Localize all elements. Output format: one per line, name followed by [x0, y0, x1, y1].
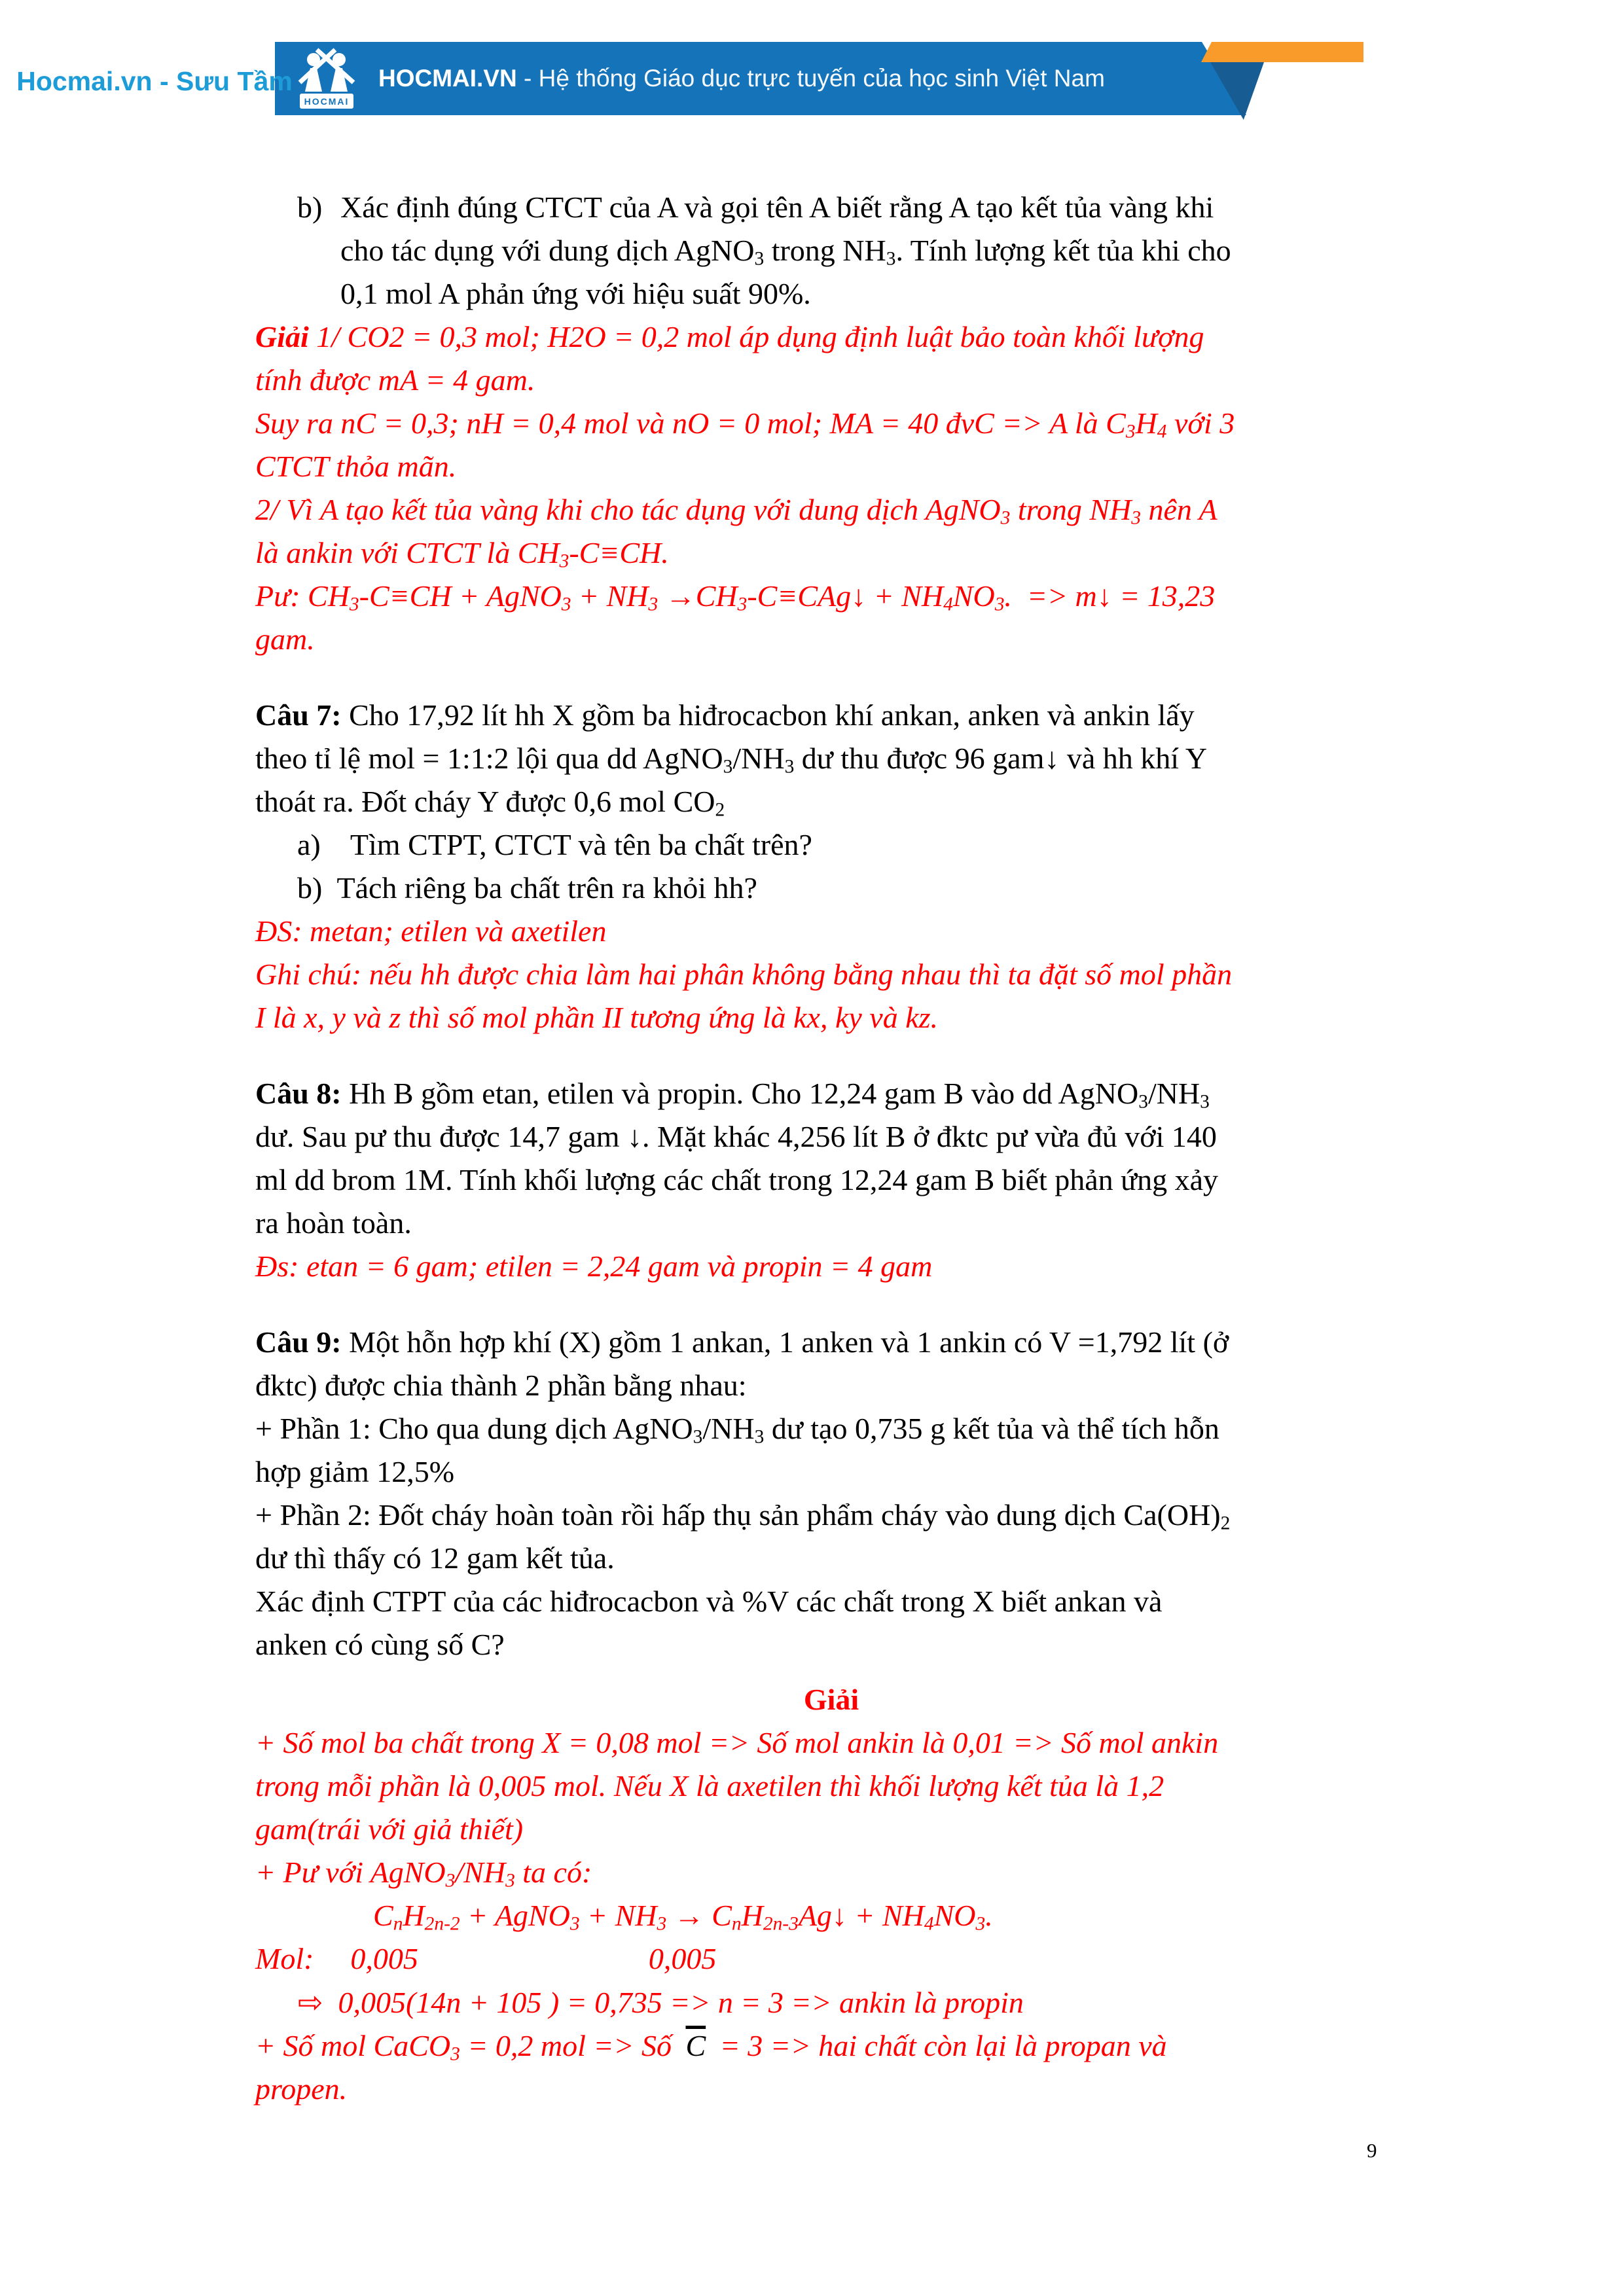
text-run: ĐS: metan; etilen và axetilen [255, 914, 607, 948]
text-run: 2 [1220, 1513, 1231, 1534]
question-9-part2 [255, 1494, 1407, 1580]
text-run: -C≡CAg↓ + NH [747, 579, 944, 613]
text-run: + Số mol CaCO [255, 2029, 451, 2062]
text-run: 0,005(14n + 105 ) = 0,735 => n = 3 => ankin là propin [323, 1986, 1024, 2019]
solution-9-mol-line [255, 1937, 1407, 1981]
hocmai-logo-icon [296, 46, 357, 111]
text-run: dư thu được 96 gam↓ và hh khí Y thoát ra. Đốt cháy Y được 0,6 mol CO [255, 742, 1208, 818]
text-run: Ghi chú: nếu hh được chia làm hai phân không bằng nhau thì ta đặt số mol phần I là x, y và z thì số mol phần II tương ứng là kx, ky và kz. [255, 958, 1233, 1034]
text-run: Câu 9: [255, 1325, 342, 1359]
text-run: 3 [723, 756, 733, 778]
text-run: với 3 CTCT thỏa mãn. [255, 406, 1235, 483]
text-run: → C [666, 1899, 732, 1932]
text-run: 3 [1131, 507, 1141, 529]
logo-label: HOCMAI [304, 96, 350, 107]
text-run: 4 [924, 1913, 934, 1935]
text-run: 3 [1000, 507, 1011, 529]
avg-carbon-symbol: $\overline{C}$ [685, 2029, 706, 2062]
text-run: 3 [975, 1913, 986, 1935]
text-run: = 0,2 mol => Số [460, 2029, 679, 2062]
text-run: /NH [702, 1412, 755, 1445]
text-run: + Pư với AgNO [255, 1856, 446, 1889]
text-run: H [403, 1899, 425, 1932]
text-run: a) Tìm CTPT, CTCT và tên ba chất trên? [297, 828, 812, 861]
text-run: 3 [657, 1913, 667, 1935]
text-run: . => m↓ = 13,23 gam. [255, 579, 1216, 656]
text-run: . Tính lượng kết tủa khi cho 0,1 mol A phản ứng với hiệu suất 90%. [340, 234, 1231, 310]
question-9 [255, 1321, 1407, 1407]
text-run: Ag↓ + NH [798, 1899, 924, 1932]
text-run: Cho 17,92 lít hh X gồm ba hiđrocacbon khí ankan, anken và ankin lấy theo tỉ lệ mol = 1:1:2 lội qua dd AgNO [255, 698, 1195, 775]
text-run: nên A là ankin với CTCT là CH [255, 493, 1218, 569]
solution-9-equation [255, 1894, 1407, 1937]
question-7a [255, 823, 1407, 867]
question-7 [255, 694, 1407, 823]
text-run: 3 [1125, 421, 1136, 442]
logo-figures-icon [296, 46, 357, 111]
text-run: . [985, 1899, 993, 1932]
text-run: 3 [754, 1426, 765, 1448]
question-7b [255, 867, 1407, 910]
answer-7 [255, 910, 1407, 953]
text-run: 2n-2 [424, 1913, 460, 1935]
text-run: -C≡CH. [569, 536, 669, 569]
text-run: 3 [693, 1426, 703, 1448]
text-run: 3 [561, 594, 571, 615]
text-run: b) Tách riêng ba chất trên ra khỏi hh? [297, 871, 757, 905]
question-9-part1 [255, 1407, 1407, 1494]
text-run: Một hỗn hợp khí (X) gồm 1 ankan, 1 anken và 1 ankin có V =1,792 lít (ở đktc) được chia thành 2 phần bằng nhau: [255, 1325, 1229, 1402]
solution-6b-part1 [255, 315, 1407, 402]
text-run: 3 [886, 248, 896, 270]
text-run: + Số mol ba chất trong X = 0,08 mol => Số mol ankin là 0,01 => Số mol ankin trong mỗi phần là 0,005 mol. Nếu X là axetilen thì khối lượng kết tủa là 1,2 gam(trái với giả thiết) [255, 1726, 1219, 1846]
text-run: Giải [255, 320, 309, 353]
text-run: + Phần 1: Cho qua dung dịch AgNO [255, 1412, 693, 1445]
question-6b [255, 186, 1407, 315]
text-run: 3 [505, 1870, 515, 1892]
text-run: 3 [445, 1870, 456, 1892]
text-run: Suy ra nC = 0,3; nH = 0,4 mol và nO = 0 mol; MA = 40 đvC => A là C [255, 406, 1126, 440]
text-run: 0,005 [350, 1942, 418, 1975]
brand-tagline: - Hệ thống Giáo dục trực tuyến của học sinh Việt Nam [516, 65, 1105, 92]
text-run: 3 [569, 1913, 580, 1935]
text-run: 3 [754, 248, 765, 270]
text-run: 2 [715, 799, 725, 821]
text-run: Đs: etan = 6 gam; etilen = 2,24 gam và propin = 4 gam [255, 1249, 933, 1283]
header-accent-bar [1201, 42, 1363, 62]
text-run: 3 [559, 550, 569, 572]
text-run: 2/ Vì A tạo kết tủa vàng khi cho tác dụng với dung dịch AgNO [255, 493, 1001, 526]
text-run: + NH [579, 1899, 657, 1932]
text-run: 3 [737, 594, 748, 615]
text-run: Xác định đúng CTCT của A và gọi tên A biết rằng A tạo kết tủa vàng khi cho tác dụng với dung dịch AgNO [340, 190, 1214, 267]
text-run: 3 [648, 594, 659, 615]
solution-9-step4 [255, 2024, 1407, 2111]
text-run: Pư: CH [255, 579, 350, 613]
text-run: Câu 8: [255, 1077, 342, 1110]
solution-9-heading [255, 1678, 1407, 1721]
text-run: Xác định CTPT của các hiđrocacbon và %V các chất trong X biết ankan và anken có cùng số C? [255, 1585, 1163, 1661]
text-run: + NH [571, 579, 649, 613]
text-run: dư thì thấy có 12 gam kết tủa. [255, 1541, 615, 1575]
answer-8 [255, 1245, 1407, 1288]
text-run: trong NH [764, 234, 886, 267]
solution-6b-part1b [255, 402, 1407, 488]
text-run: Câu 7: [255, 698, 342, 732]
text-run: + AgNO [460, 1899, 570, 1932]
solution-9-step1 [255, 1721, 1407, 1851]
text-run: Hh B gồm etan, etilen và propin. Cho 12,24 gam B vào dd AgNO [341, 1077, 1139, 1110]
text-run: -C≡CH + AgNO [359, 579, 562, 613]
text-run: 3 [450, 2043, 460, 2065]
text-run: 3 [994, 594, 1005, 615]
text-run: H [741, 1899, 763, 1932]
solution-9-step2 [255, 1851, 1407, 1894]
watermark [16, 56, 293, 106]
text-run: /NH [732, 742, 785, 775]
list-marker: b) [297, 190, 323, 224]
text-run: trong NH [1010, 493, 1132, 526]
text-run: /NH [455, 1856, 506, 1889]
text-run: 3 [1200, 1091, 1210, 1113]
solution-9-step3 [255, 1981, 1407, 2024]
text-run: 2n-3 [763, 1913, 799, 1935]
text-run: /NH [1147, 1077, 1200, 1110]
text-run: 3 [349, 594, 359, 615]
text-run: 0,005 [648, 1942, 717, 1975]
document-body [255, 186, 1407, 2111]
text-run: Mol: [255, 1942, 314, 1975]
text-run: 1/ CO2 = 0,3 mol; H2O = 0,2 mol áp dụng định luật bảo toàn khối lượng tính được mA = 4 gam. [255, 320, 1204, 397]
solution-6b-part2 [255, 488, 1407, 575]
text-run: n [731, 1913, 742, 1935]
solution-6b-equation [255, 575, 1407, 661]
text-run: 3 [1138, 1091, 1148, 1113]
text-run: = 3 => hai chất còn lại là propan và propen. [255, 2029, 1167, 2106]
note-7 [255, 953, 1407, 1039]
text-run: 3 [784, 756, 795, 778]
text-run: 4 [1157, 421, 1167, 442]
text-run: dư tạo 0,735 g kết tủa và thể tích hỗn hợp giảm 12,5% [255, 1412, 1219, 1488]
brand-name: HOCMAI.VN [378, 65, 517, 92]
question-9-task [255, 1580, 1407, 1666]
text-run: 4 [943, 594, 953, 615]
text-run: →CH [658, 579, 738, 613]
text-run: Giải [803, 1683, 859, 1716]
watermark-text: Hocmai.vn - Sưu Tầm [16, 65, 293, 96]
question-8 [255, 1072, 1407, 1245]
banner-title [378, 42, 1105, 115]
text-run: + Phần 2: Đốt cháy hoàn toàn rồi hấp thụ sản phẩm cháy vào dung dịch Ca(OH) [255, 1498, 1221, 1532]
text-run: ta có: [514, 1856, 592, 1889]
text-run: H [1135, 406, 1157, 440]
page-number: 9 [1367, 2139, 1377, 2162]
text-run: C [373, 1899, 393, 1932]
text-run: dư. Sau pư thu được 14,7 gam ↓. Mặt khác 4,256 lít B ở đktc pư vừa đủ với 140 ml dd brom 1M. Tính khối lượng các chất trong 12,24 gam B biết phản ứng xảy ra hoàn toàn. [255, 1120, 1219, 1240]
text-run: ⇨ [298, 1984, 323, 2020]
text-run: n [393, 1913, 403, 1935]
text-run: NO [952, 579, 995, 613]
text-run: NO [933, 1899, 976, 1932]
